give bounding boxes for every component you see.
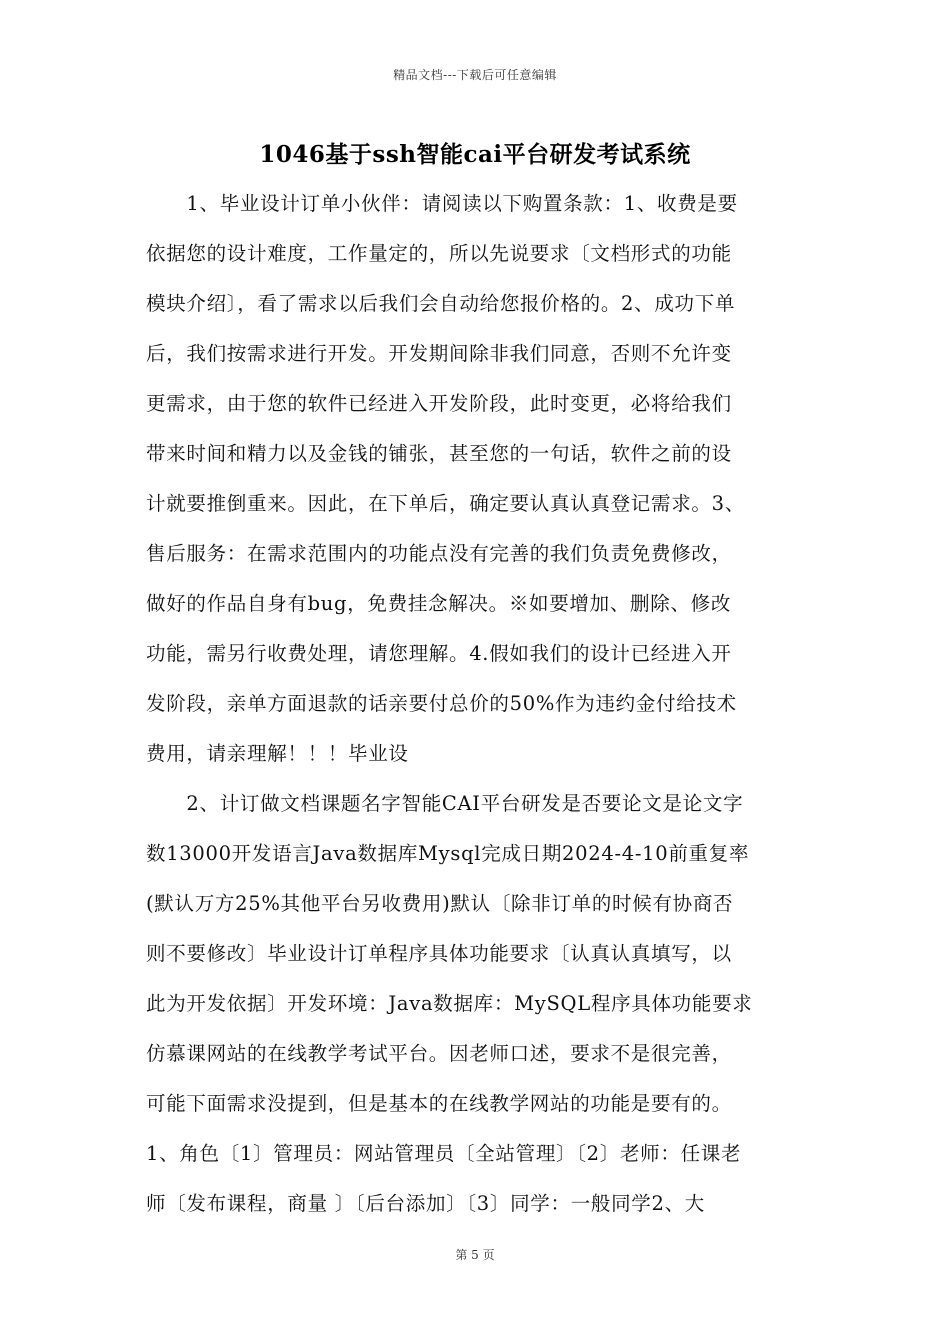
- body-line: 后，我们按需求进行开发。开发期间除非我们同意，否则不允许变: [146, 342, 732, 365]
- body-line: 带来时间和精力以及金钱的铺张，甚至您的一句话，软件之前的设: [146, 442, 732, 465]
- body-line: 师〔发布课程，商量 〕〔后台添加〕〔3〕同学：一般同学2、大: [146, 1192, 706, 1215]
- body-line: 数13000开发语言Java数据库Mysql完成日期2024-4-10前重复率: [146, 842, 750, 865]
- page-number: 第 5 页: [455, 1248, 495, 1262]
- body-line: 计就要推倒重来。因此，在下单后，确定要认真认真登记需求。3、: [146, 492, 745, 515]
- body-line: 依据您的设计难度，工作量定的，所以先说要求〔文档形式的功能: [146, 242, 732, 265]
- body-line: 可能下面需求没提到，但是基本的在线教学网站的功能是要有的。: [146, 1092, 732, 1115]
- body-line: 更需求，由于您的软件已经进入开发阶段，此时变更，必将给我们: [146, 392, 732, 415]
- body-line: 1、角色〔1〕管理员：网站管理员〔全站管理〕〔2〕老师：任课老: [146, 1142, 742, 1165]
- body-line: 则不要修改〕毕业设计订单程序具体功能要求〔认真认真填写，以: [146, 942, 732, 965]
- document-body: [146, 179, 810, 1229]
- body-line: 功能，需另行收费处理，请您理解。4.假如我们的设计已经进入开: [146, 642, 732, 665]
- body-line: (默认万方25%其他平台另收费用)默认〔除非订单的时候有协商否: [146, 892, 734, 915]
- body-line: 费用，请亲理解！！！毕业设: [146, 742, 409, 765]
- body-line: 此为开发依据〕开发环境：Java数据库：MySQL程序具体功能要求: [146, 992, 753, 1015]
- body-line: 仿慕课网站的在线教学考试平台。因老师口述，要求不是很完善，: [146, 1042, 732, 1065]
- page-header: 精品文档---下载后可任意编辑: [393, 68, 557, 82]
- body-line: 2、计订做文档课题名字智能CAI平台研发是否要论文是论文字: [146, 792, 744, 815]
- body-line: 1、毕业设计订单小伙伴：请阅读以下购置条款：1、收费是要: [146, 192, 738, 215]
- body-line: 发阶段，亲单方面退款的话亲要付总价的50%作为违约金付给技术: [146, 692, 737, 715]
- body-line: 售后服务：在需求范围内的功能点没有完善的我们负责免费修改，: [146, 542, 732, 565]
- body-line: 模块介绍〕，看了需求以后我们会自动给您报价格的。2、成功下单: [146, 292, 736, 315]
- body-line: 做好的作品自身有bug，免费挂念解决。※如要增加、删除、修改: [146, 592, 732, 615]
- document-title: 1046基于ssh智能cai平台研发考试系统: [259, 141, 691, 168]
